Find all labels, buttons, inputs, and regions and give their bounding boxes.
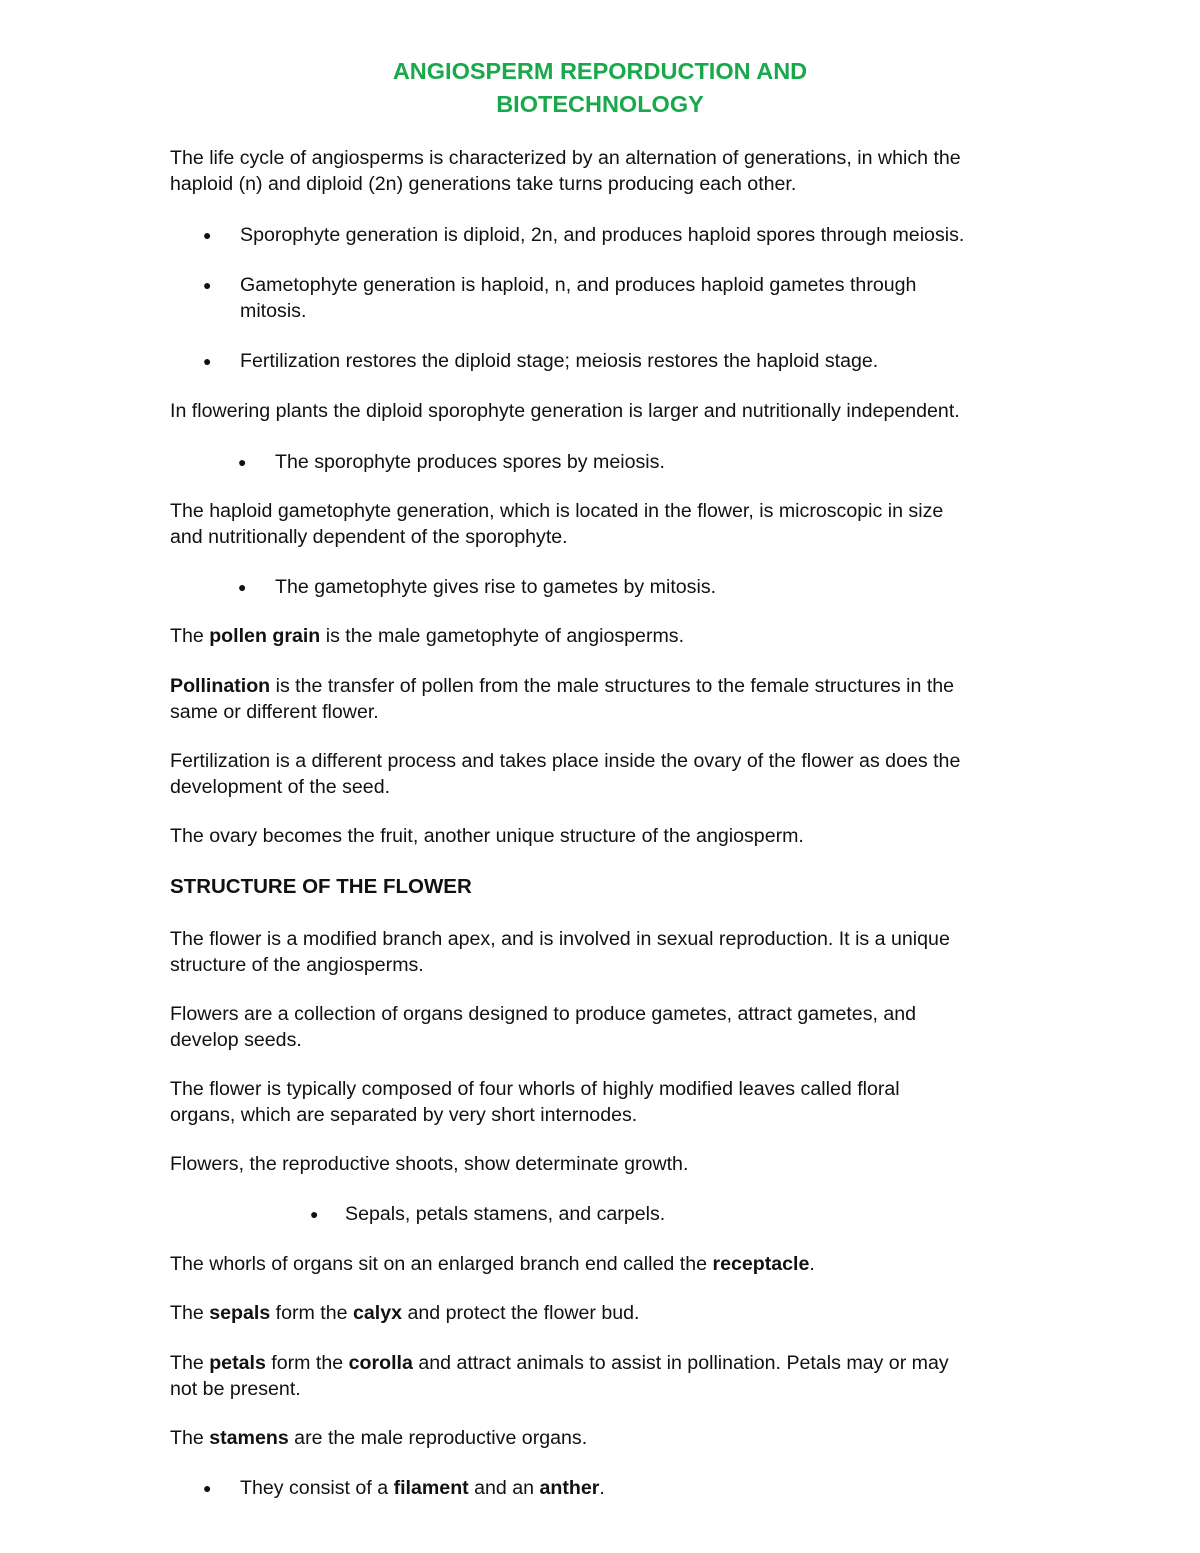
bullet-icon: ● <box>203 353 212 369</box>
flowering-plants-paragraph: In flowering plants the diploid sporophyte generation is larger and nutritionally independent. <box>170 400 960 422</box>
ovary-paragraph: The ovary becomes the fruit, another unique structure of the angiosperm. <box>170 825 804 847</box>
document-title-line-1: ANGIOSPERM REPORDUCTION AND <box>392 58 808 84</box>
term-pollen-grain: pollen grain <box>209 625 321 647</box>
pollen-grain-paragraph: The pollen grain is the male gametophyte of angiosperms. <box>170 625 685 647</box>
section-heading: STRUCTURE OF THE FLOWER <box>170 875 472 898</box>
bullet-sporophyte-generation: Sporophyte generation is diploid, 2n, and produces haploid spores through meiosis. <box>240 224 965 246</box>
bullet-icon: ● <box>203 227 212 243</box>
stamens-paragraph: The stamens are the male reproductive organs. <box>170 1427 588 1449</box>
flowers-collection-paragraph: Flowers are a collection of organs designed to produce gametes, attract gametes, and develop seeds. <box>170 1003 917 1051</box>
bullet-gametophyte-generation: Gametophyte generation is haploid, n, and produces haploid gametes through mitosis. <box>240 274 917 322</box>
bullet-icon: ● <box>238 579 247 595</box>
bullet-icon: ● <box>203 1480 212 1496</box>
sepals-paragraph: The sepals form the calyx and protect the flower bud. <box>170 1302 640 1324</box>
bullet-filament-anther: They consist of a filament and an anther. <box>240 1477 605 1499</box>
term-corolla: corolla <box>348 1352 413 1374</box>
bullet-icon: ● <box>203 277 212 293</box>
term-sepals: sepals <box>209 1302 271 1324</box>
pollination-paragraph: Pollination is the transfer of pollen from the male structures to the female structures in the same or different flower. <box>170 675 955 723</box>
bullet-icon: ● <box>310 1206 319 1222</box>
bullet-gametophyte-gametes: The gametophyte gives rise to gametes by mitosis. <box>275 576 717 598</box>
term-petals: petals <box>209 1352 266 1374</box>
whorls-paragraph: The flower is typically composed of four whorls of highly modified leaves called floral organs, which are separated by very short internodes. <box>170 1078 900 1126</box>
term-receptacle: receptacle <box>712 1253 810 1275</box>
gametophyte-paragraph: The haploid gametophyte generation, which is located in the flower, is microscopic in size and nutritionally dependent of the sporophyte. <box>170 500 944 548</box>
fertilization-paragraph: Fertilization is a different process and takes place inside the ovary of the flower as does the development of the seed. <box>170 750 961 798</box>
term-filament: filament <box>393 1477 469 1499</box>
determinate-growth-paragraph: Flowers, the reproductive shoots, show determinate growth. <box>170 1153 689 1175</box>
term-pollination: Pollination <box>170 675 271 697</box>
intro-paragraph: The life cycle of angiosperms is characterized by an alternation of generations, in which the haploid (n) and diploid (2n) generations take turns producing each other. <box>170 147 961 195</box>
flower-definition-paragraph: The flower is a modified branch apex, and is involved in sexual reproduction. It is a unique structure of the angiosperms. <box>170 928 950 976</box>
term-stamens: stamens <box>209 1427 289 1449</box>
bullet-sporophyte-spores: The sporophyte produces spores by meiosis. <box>275 451 665 473</box>
bullet-icon: ● <box>238 454 247 470</box>
term-anther: anther <box>539 1477 600 1499</box>
document-title-line-2: BIOTECHNOLOGY <box>496 91 704 117</box>
receptacle-paragraph: The whorls of organs sit on an enlarged branch end called the receptacle. <box>170 1253 815 1275</box>
bullet-sepals-petals: Sepals, petals stamens, and carpels. <box>345 1203 666 1225</box>
term-calyx: calyx <box>353 1302 403 1324</box>
bullet-fertilization-restores: Fertilization restores the diploid stage; meiosis restores the haploid stage. <box>240 350 879 372</box>
petals-paragraph: The petals form the corolla and attract animals to assist in pollination. Petals may or may not be present. <box>170 1352 949 1400</box>
